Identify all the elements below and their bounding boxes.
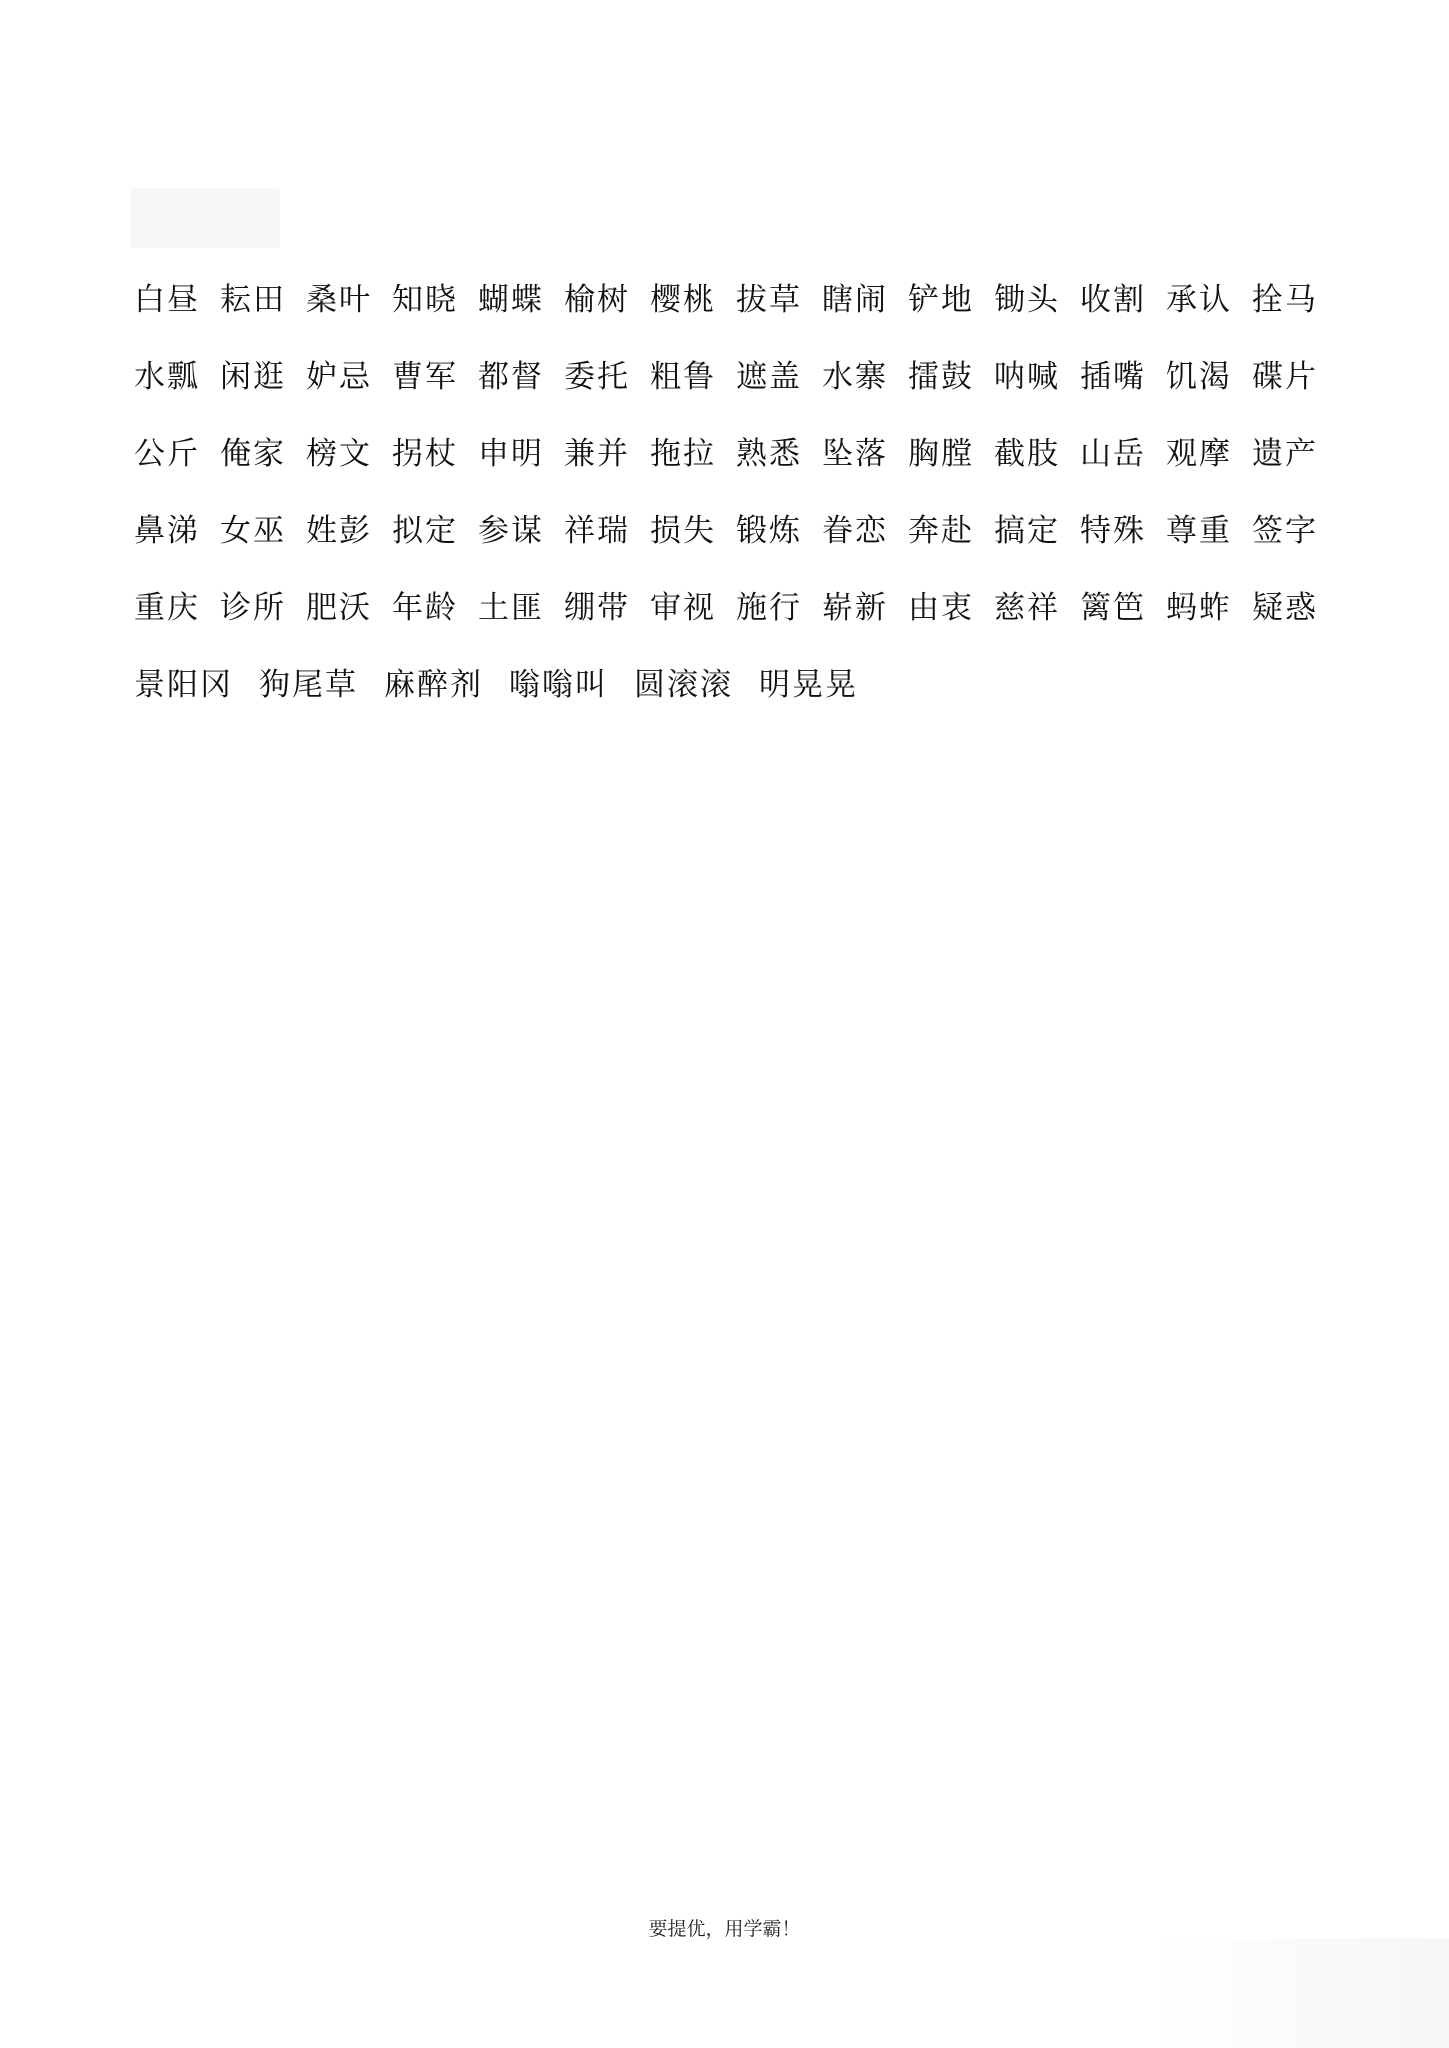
vocabulary-word: 闲逛 bbox=[220, 359, 286, 395]
vocabulary-word: 拟定 bbox=[392, 513, 458, 549]
vocabulary-word: 嗡嗡叫 bbox=[509, 667, 608, 703]
vocabulary-word: 遗产 bbox=[1252, 436, 1318, 472]
word-row bbox=[134, 416, 1334, 493]
word-row bbox=[134, 493, 1334, 570]
vocabulary-word: 曹军 bbox=[392, 359, 458, 395]
vocabulary-word: 耘田 bbox=[220, 282, 286, 318]
vocabulary-word: 重庆 bbox=[134, 590, 200, 626]
vocabulary-word: 插嘴 bbox=[1080, 359, 1146, 395]
vocabulary-word: 崭新 bbox=[822, 590, 888, 626]
vocabulary-word: 祥瑞 bbox=[564, 513, 630, 549]
vocabulary-word: 搞定 bbox=[994, 513, 1060, 549]
vocabulary-word: 年龄 bbox=[392, 590, 458, 626]
vocabulary-word: 特殊 bbox=[1080, 513, 1146, 549]
vocabulary-word: 施行 bbox=[736, 590, 802, 626]
vocabulary-word: 疑惑 bbox=[1252, 590, 1318, 626]
vocabulary-word: 山岳 bbox=[1080, 436, 1146, 472]
vocabulary-word: 蝴蝶 bbox=[478, 282, 544, 318]
vocabulary-word: 擂鼓 bbox=[908, 359, 974, 395]
vocabulary-word: 锄头 bbox=[994, 282, 1060, 318]
vocabulary-word: 绷带 bbox=[564, 590, 630, 626]
footer-slogan: 要提优，用学霸！ bbox=[648, 1918, 801, 1940]
vocabulary-word: 樱桃 bbox=[650, 282, 716, 318]
vocabulary-word: 蚂蚱 bbox=[1166, 590, 1232, 626]
vocabulary-word: 拐杖 bbox=[392, 436, 458, 472]
vocabulary-word: 承认 bbox=[1166, 282, 1232, 318]
vocabulary-word: 都督 bbox=[478, 359, 544, 395]
vocabulary-word: 拖拉 bbox=[650, 436, 716, 472]
vocabulary-word: 明晃晃 bbox=[759, 667, 858, 703]
vocabulary-word: 姓彭 bbox=[306, 513, 372, 549]
vocabulary-word: 慈祥 bbox=[994, 590, 1060, 626]
vocabulary-word: 土匪 bbox=[478, 590, 544, 626]
vocabulary-word: 碟片 bbox=[1252, 359, 1318, 395]
vocabulary-word: 麻醉剂 bbox=[384, 667, 483, 703]
vocabulary-word: 篱笆 bbox=[1080, 590, 1146, 626]
vocabulary-word: 拔草 bbox=[736, 282, 802, 318]
vocabulary-word: 榜文 bbox=[306, 436, 372, 472]
vocabulary-word: 知晓 bbox=[392, 282, 458, 318]
vocabulary-word: 收割 bbox=[1080, 282, 1146, 318]
vocabulary-word: 奔赴 bbox=[908, 513, 974, 549]
vocabulary-word: 参谋 bbox=[478, 513, 544, 549]
vocabulary-word: 鼻涕 bbox=[134, 513, 200, 549]
vocabulary-word: 熟悉 bbox=[736, 436, 802, 472]
vocabulary-word: 妒忌 bbox=[306, 359, 372, 395]
vocabulary-word: 景阳冈 bbox=[134, 667, 233, 703]
vocabulary-word: 委托 bbox=[564, 359, 630, 395]
vocabulary-word: 桑叶 bbox=[306, 282, 372, 318]
vocabulary-word: 铲地 bbox=[908, 282, 974, 318]
vocabulary-word: 粗鲁 bbox=[650, 359, 716, 395]
vocabulary-word: 截肢 bbox=[994, 436, 1060, 472]
vocabulary-word: 水寨 bbox=[822, 359, 888, 395]
vocabulary-word: 申明 bbox=[478, 436, 544, 472]
word-row bbox=[134, 339, 1334, 416]
vocabulary-word: 观摩 bbox=[1166, 436, 1232, 472]
vocabulary-word: 拴马 bbox=[1252, 282, 1318, 318]
vocabulary-word: 损失 bbox=[650, 513, 716, 549]
vocabulary-word: 瞎闹 bbox=[822, 282, 888, 318]
word-row bbox=[134, 647, 1334, 724]
vocabulary-word-grid bbox=[134, 262, 1334, 724]
vocabulary-word: 榆树 bbox=[564, 282, 630, 318]
vocabulary-word: 审视 bbox=[650, 590, 716, 626]
vocabulary-word: 兼并 bbox=[564, 436, 630, 472]
vocabulary-word: 胸膛 bbox=[908, 436, 974, 472]
vocabulary-word: 圆滚滚 bbox=[634, 667, 733, 703]
vocabulary-word: 公斤 bbox=[134, 436, 200, 472]
vocabulary-word: 锻炼 bbox=[736, 513, 802, 549]
word-row bbox=[134, 570, 1334, 647]
vocabulary-word: 坠落 bbox=[822, 436, 888, 472]
vocabulary-word: 白昼 bbox=[134, 282, 200, 318]
scan-smudge bbox=[130, 188, 280, 248]
vocabulary-word: 诊所 bbox=[220, 590, 286, 626]
vocabulary-word: 狗尾草 bbox=[259, 667, 358, 703]
vocabulary-word: 呐喊 bbox=[994, 359, 1060, 395]
vocabulary-word: 水瓢 bbox=[134, 359, 200, 395]
vocabulary-word: 遮盖 bbox=[736, 359, 802, 395]
vocabulary-word: 签字 bbox=[1252, 513, 1318, 549]
vocabulary-word: 尊重 bbox=[1166, 513, 1232, 549]
scan-shadow bbox=[1149, 1938, 1449, 2048]
vocabulary-word: 女巫 bbox=[220, 513, 286, 549]
word-row bbox=[134, 262, 1334, 339]
vocabulary-word: 眷恋 bbox=[822, 513, 888, 549]
vocabulary-word: 由衷 bbox=[908, 590, 974, 626]
vocabulary-word: 饥渴 bbox=[1166, 359, 1232, 395]
vocabulary-word: 肥沃 bbox=[306, 590, 372, 626]
vocabulary-word: 俺家 bbox=[220, 436, 286, 472]
